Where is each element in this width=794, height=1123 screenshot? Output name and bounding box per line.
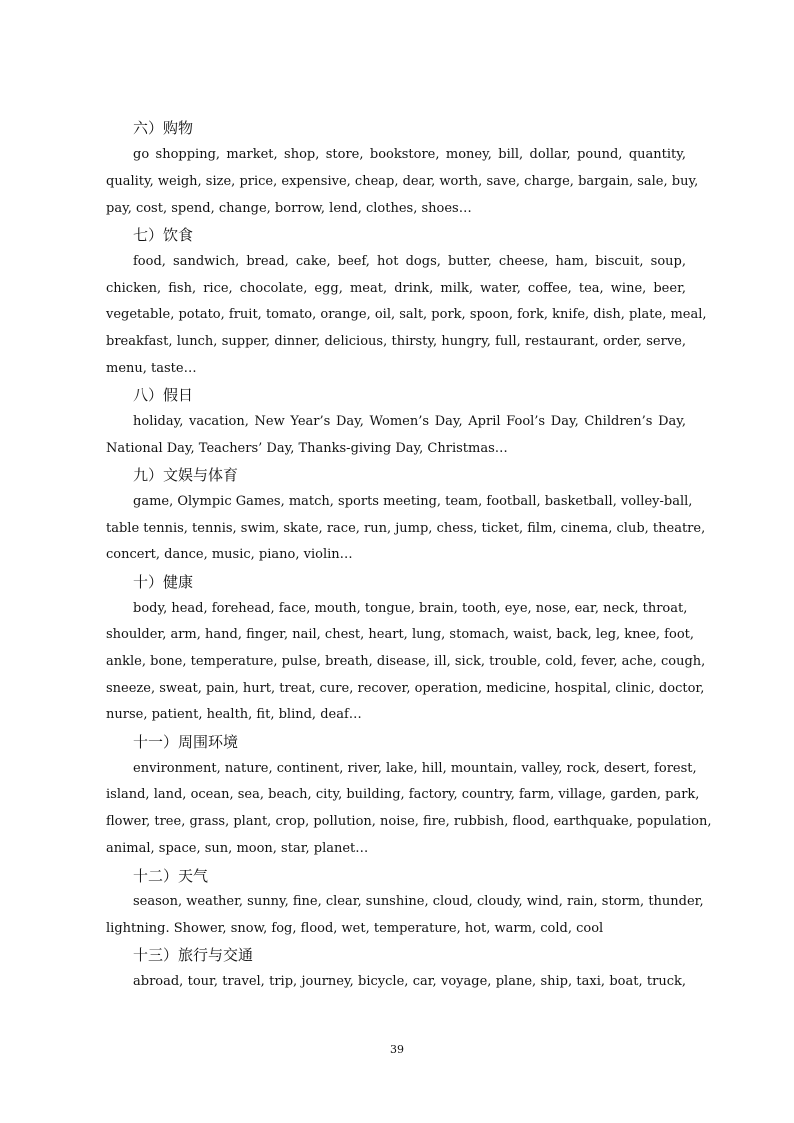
- vocabulary-line: pay, cost, spend, change, borrow, lend, clothes, shoes…: [106, 201, 472, 216]
- vocabulary-line: environment, nature, continent, river, lake, hill, mountain, valley, rock, desert, forest,: [133, 761, 697, 776]
- vocabulary-line: lightning. Shower, snow, fog, flood, wet, temperature, hot, warm, cold, cool: [106, 921, 604, 936]
- vocabulary-line: animal, space, sun, moon, star, planet…: [106, 841, 369, 856]
- vocabulary-line: season, weather, sunny, fine, clear, sunshine, cloud, cloudy, wind, rain, storm, thunder,: [133, 894, 704, 909]
- vocabulary-line: menu, taste…: [106, 361, 197, 376]
- vocabulary-line: go shopping, market, shop, store, bookstore, money, bill, dollar, pound, quantity,: [133, 147, 686, 162]
- vocabulary-line: abroad, tour, travel, trip, journey, bicycle, car, voyage, plane, ship, taxi, boat, truck,: [133, 974, 686, 989]
- section-heading: 九）文娱与体育: [133, 466, 239, 484]
- vocabulary-line: chicken, fish, rice, chocolate, egg, meat, drink, milk, water, coffee, tea, wine, beer,: [106, 281, 686, 296]
- section-heading: 十三）旅行与交通: [133, 946, 254, 964]
- vocabulary-line: holiday, vacation, New Year’s Day, Women’s Day, April Fool’s Day, Children’s Day,: [133, 414, 686, 429]
- section-heading: 八）假日: [133, 386, 194, 404]
- section-heading: 六）购物: [133, 119, 194, 137]
- vocabulary-line: breakfast, lunch, supper, dinner, delicious, thirsty, hungry, full, restaurant, order, serve,: [106, 334, 686, 349]
- vocabulary-line: shoulder, arm, hand, finger, nail, chest, heart, lung, stomach, waist, back, leg, knee, foot,: [106, 627, 695, 642]
- vocabulary-line: island, land, ocean, sea, beach, city, building, factory, country, farm, village, garden, park,: [106, 787, 700, 802]
- vocabulary-line: concert, dance, music, piano, violin…: [106, 547, 353, 562]
- section-heading: 十）健康: [133, 573, 194, 591]
- vocabulary-line: quality, weigh, size, price, expensive, cheap, dear, worth, save, charge, bargain, sale, buy,: [106, 174, 699, 189]
- section-heading: 七）饮食: [133, 226, 194, 244]
- vocabulary-line: National Day, Teachers’ Day, Thanks-giving Day, Christmas…: [106, 441, 508, 456]
- vocabulary-line: nurse, patient, health, fit, blind, deaf…: [106, 707, 362, 722]
- vocabulary-line: ankle, bone, temperature, pulse, breath, disease, ill, sick, trouble, cold, fever, ache, cough,: [106, 654, 706, 669]
- vocabulary-line: body, head, forehead, face, mouth, tongue, brain, tooth, eye, nose, ear, neck, throat,: [133, 601, 688, 616]
- vocabulary-line: table tennis, tennis, swim, skate, race, run, jump, chess, ticket, film, cinema, club, theatre,: [106, 521, 706, 536]
- page-number: 39: [390, 1043, 404, 1056]
- vocabulary-line: flower, tree, grass, plant, crop, pollution, noise, fire, rubbish, flood, earthquake, population,: [106, 814, 712, 829]
- vocabulary-line: food, sandwich, bread, cake, beef, hot dogs, butter, cheese, ham, biscuit, soup,: [133, 254, 686, 269]
- section-heading: 十一）周围环境: [133, 733, 239, 751]
- vocabulary-line: sneeze, sweat, pain, hurt, treat, cure, recover, operation, medicine, hospital, clinic, doctor,: [106, 681, 705, 696]
- vocabulary-line: vegetable, potato, fruit, tomato, orange, oil, salt, pork, spoon, fork, knife, dish, plate, meal,: [106, 307, 707, 322]
- vocabulary-line: game, Olympic Games, match, sports meeting, team, football, basketball, volley-ball,: [133, 494, 693, 509]
- section-heading: 十二）天气: [133, 867, 209, 885]
